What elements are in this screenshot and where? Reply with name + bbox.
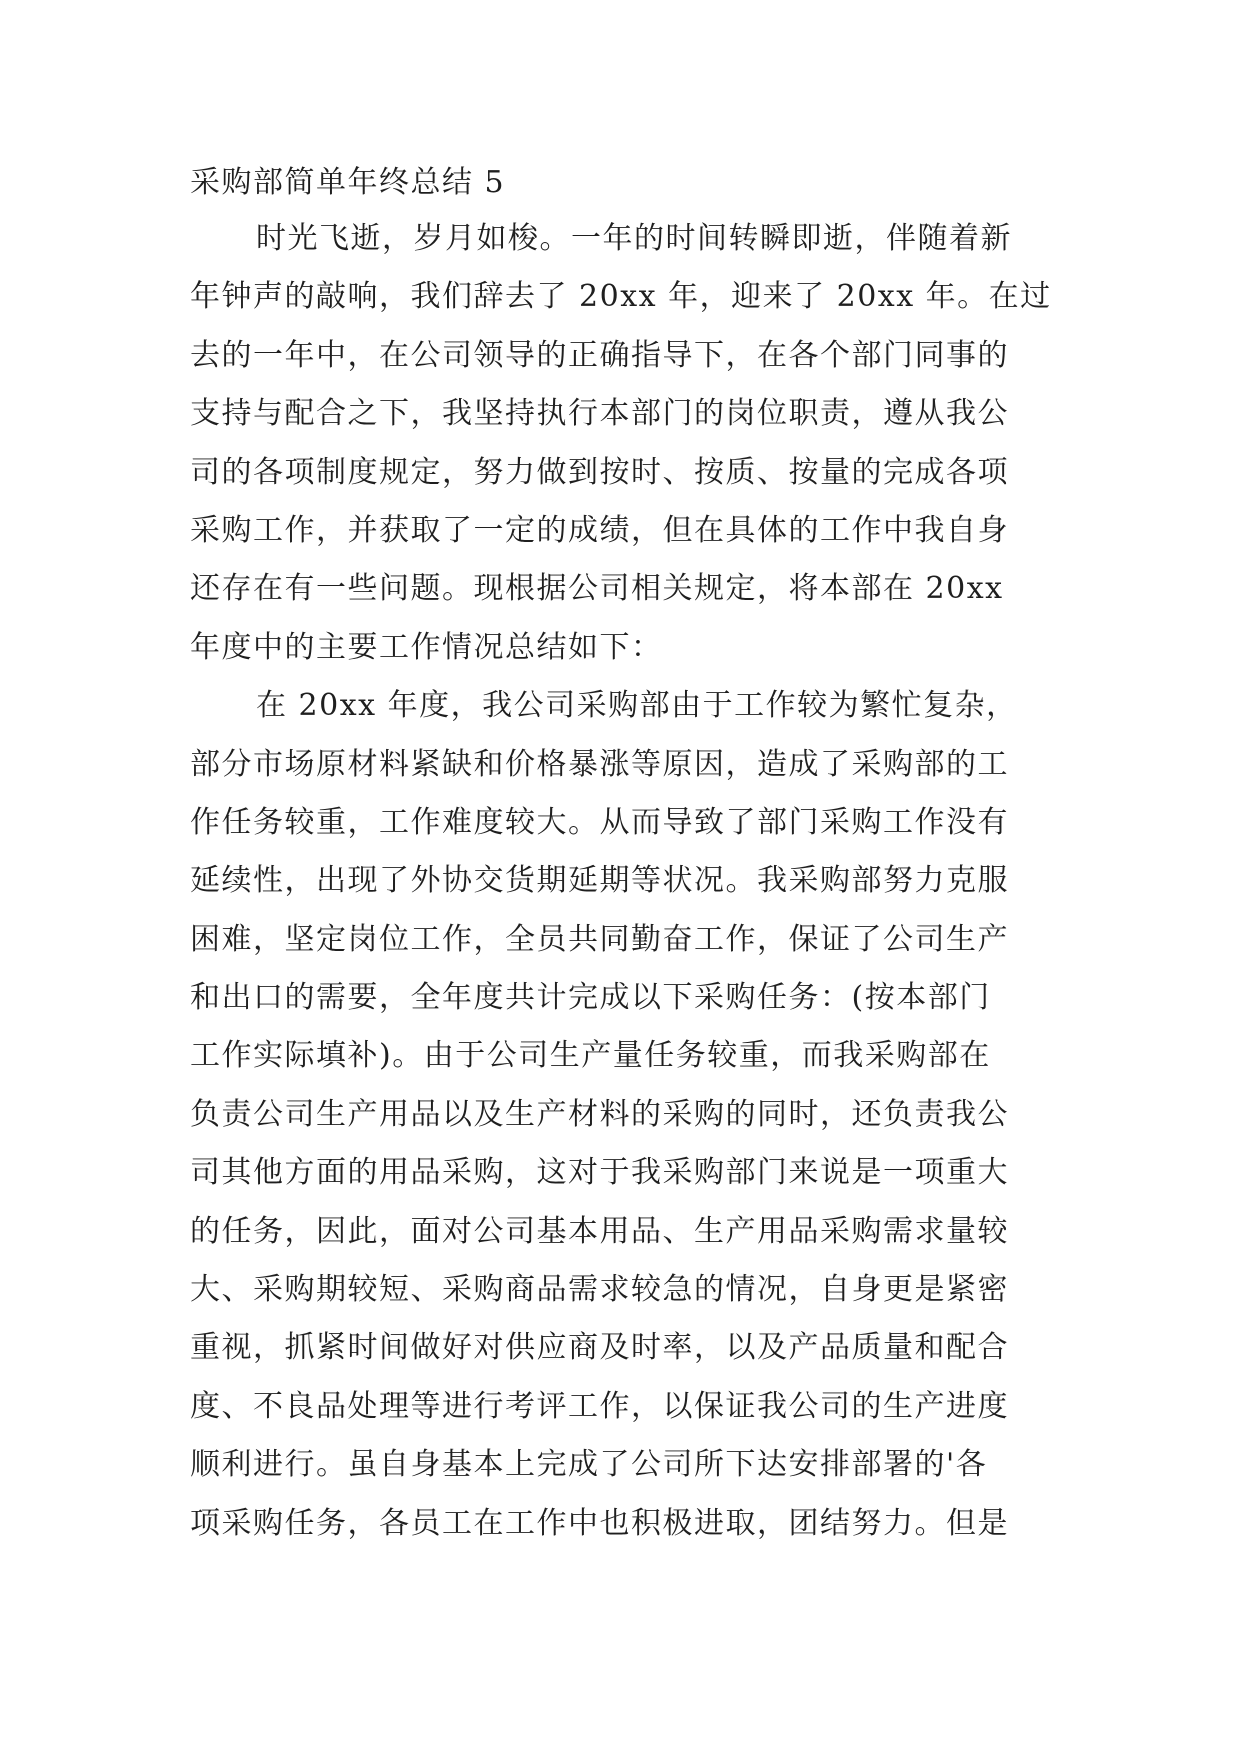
- paragraph-line: 重视，抓紧时间做好对供应商及时率，以及产品质量和配合: [190, 1330, 1009, 1366]
- paragraph-line: 和出口的需要，全年度共计完成以下采购任务：(按本部门: [190, 980, 991, 1016]
- paragraph-line: 作任务较重，工作难度较大。从而导致了部门采购工作没有: [190, 804, 1009, 840]
- paragraph-line: 采购工作，并获取了一定的成绩，但在具体的工作中我自身: [190, 512, 1009, 548]
- paragraph-line: 支持与配合之下，我坚持执行本部门的岗位职责，遵从我公: [190, 396, 1009, 432]
- paragraph-line: 困难，坚定岗位工作，全员共同勤奋工作，保证了公司生产: [190, 921, 1009, 957]
- paragraph-line: 大、采购期较短、采购商品需求较急的情况，自身更是紧密: [190, 1272, 1009, 1308]
- paragraph-line: 项采购任务，各员工在工作中也积极进取，团结努力。但是: [190, 1505, 1009, 1541]
- paragraph-line: 时光飞逝，岁月如梭。一年的时间转瞬即逝，伴随着新: [256, 221, 1012, 256]
- paragraph-line: 年度中的主要工作情况总结如下：: [190, 629, 663, 665]
- paragraph-line: 在 20xx 年度，我公司采购部由于工作较为繁忙复杂，: [256, 688, 1018, 724]
- paragraph-line: 延续性，出现了外协交货期延期等状况。我采购部努力克服: [190, 863, 1009, 899]
- document-body: [190, 163, 1052, 1553]
- paragraph-line: 的任务，因此，面对公司基本用品、生产用品采购需求量较: [190, 1213, 1009, 1249]
- paragraph-line: 司其他方面的用品采购，这对于我采购部门来说是一项重大: [190, 1155, 1009, 1191]
- paragraph-1: [190, 210, 1052, 677]
- paragraph-line: 工作实际填补)。由于公司生产量任务较重，而我采购部在: [190, 1038, 991, 1074]
- paragraph-line: 部分市场原材料紧缺和价格暴涨等原因，造成了采购部的工: [190, 746, 1009, 782]
- paragraph-line: 顺利进行。虽自身基本上完成了公司所下达安排部署的'各: [190, 1447, 988, 1483]
- paragraph-line: 司的各项制度规定，努力做到按时、按质、按量的完成各项: [190, 454, 1009, 490]
- paragraph-line: 还存在有一些问题。现根据公司相关规定，将本部在 20xx: [190, 571, 1004, 607]
- paragraph-2: [190, 677, 1048, 1553]
- paragraph-line: 去的一年中，在公司领导的正确指导下，在各个部门同事的: [190, 337, 1009, 373]
- paragraph-line: 度、不良品处理等进行考评工作，以保证我公司的生产进度: [190, 1388, 1009, 1424]
- paragraph-line: 年钟声的敲响，我们辞去了 20xx 年，迎来了 20xx 年。在过: [190, 279, 1052, 315]
- paragraph-line: 负责公司生产用品以及生产材料的采购的同时，还负责我公: [190, 1096, 1009, 1132]
- document-title: 采购部简单年终总结 5: [190, 165, 506, 200]
